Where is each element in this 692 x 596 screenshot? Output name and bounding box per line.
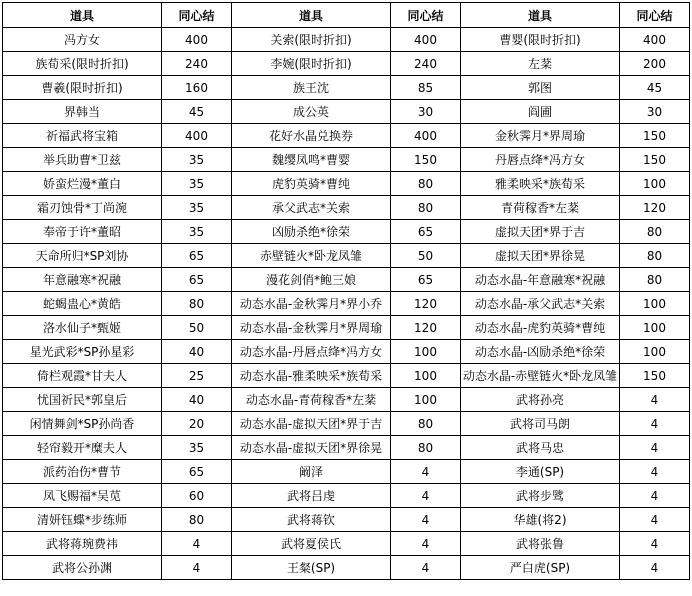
item-cell: 虎豹英骑*曹纯 bbox=[232, 172, 391, 196]
table-row bbox=[3, 532, 690, 556]
table-row bbox=[3, 508, 690, 532]
item-cell: 闲情舞剑*SP孙尚香 bbox=[3, 412, 162, 436]
table-row bbox=[3, 556, 690, 580]
value-cell: 40 bbox=[162, 388, 232, 412]
value-cell: 100 bbox=[620, 316, 690, 340]
item-cell: 动态水晶-金秋霁月*界周瑜 bbox=[232, 316, 391, 340]
value-cell: 4 bbox=[391, 556, 461, 580]
value-cell: 150 bbox=[620, 148, 690, 172]
item-cell: 动态水晶-虎豹英骑*曹纯 bbox=[461, 316, 620, 340]
item-cell: 曹婴(限时折扣) bbox=[461, 28, 620, 52]
header-value-col-1: 同心结 bbox=[162, 3, 232, 28]
item-cell: 界韩当 bbox=[3, 100, 162, 124]
table-row bbox=[3, 268, 690, 292]
value-cell: 60 bbox=[162, 484, 232, 508]
table-row bbox=[3, 196, 690, 220]
value-cell: 25 bbox=[162, 364, 232, 388]
value-cell: 4 bbox=[620, 436, 690, 460]
item-cell: 洛水仙子*甄姬 bbox=[3, 316, 162, 340]
value-cell: 30 bbox=[391, 100, 461, 124]
table-row bbox=[3, 412, 690, 436]
value-cell: 4 bbox=[162, 556, 232, 580]
value-cell: 20 bbox=[162, 412, 232, 436]
item-cell: 凤飞赐福*吴苋 bbox=[3, 484, 162, 508]
item-cell: 赤壁链火*卧龙凤雏 bbox=[232, 244, 391, 268]
item-cell: 动态水晶-虚拟天团*界于吉 bbox=[232, 412, 391, 436]
item-cell: 族荀采(限时折扣) bbox=[3, 52, 162, 76]
value-cell: 100 bbox=[391, 340, 461, 364]
table-body bbox=[3, 28, 690, 580]
value-cell: 80 bbox=[162, 292, 232, 316]
item-cell: 承父武志*关索 bbox=[232, 196, 391, 220]
value-cell: 150 bbox=[391, 148, 461, 172]
item-cell: 青荷稼香*左棻 bbox=[461, 196, 620, 220]
value-cell: 80 bbox=[620, 244, 690, 268]
value-cell: 35 bbox=[162, 196, 232, 220]
value-cell: 200 bbox=[620, 52, 690, 76]
value-cell: 85 bbox=[391, 76, 461, 100]
value-cell: 4 bbox=[391, 508, 461, 532]
table-row bbox=[3, 100, 690, 124]
item-cell: 虚拟天团*界于吉 bbox=[461, 220, 620, 244]
header-item-col-1: 道具 bbox=[3, 3, 162, 28]
header-value-col-2: 同心结 bbox=[391, 3, 461, 28]
value-cell: 400 bbox=[391, 28, 461, 52]
value-cell: 120 bbox=[391, 316, 461, 340]
value-cell: 100 bbox=[620, 340, 690, 364]
item-cell: 冯方女 bbox=[3, 28, 162, 52]
item-cell: 华雄(将2) bbox=[461, 508, 620, 532]
table-row bbox=[3, 172, 690, 196]
value-cell: 80 bbox=[391, 196, 461, 220]
value-cell: 65 bbox=[391, 220, 461, 244]
value-cell: 65 bbox=[391, 268, 461, 292]
value-cell: 100 bbox=[620, 292, 690, 316]
value-cell: 80 bbox=[391, 412, 461, 436]
item-cell: 动态水晶-雅柔映采*族荀采 bbox=[232, 364, 391, 388]
value-cell: 40 bbox=[162, 340, 232, 364]
value-cell: 50 bbox=[391, 244, 461, 268]
value-cell: 4 bbox=[620, 388, 690, 412]
table-row bbox=[3, 76, 690, 100]
item-cell: 武将司马朗 bbox=[461, 412, 620, 436]
item-cell: 武将马忠 bbox=[461, 436, 620, 460]
header-item-col-3: 道具 bbox=[461, 3, 620, 28]
item-cell: 曹羲(限时折扣) bbox=[3, 76, 162, 100]
item-cell: 动态水晶-虚拟天团*界徐晃 bbox=[232, 436, 391, 460]
value-cell: 100 bbox=[391, 364, 461, 388]
item-cell: 年意融寒*祝融 bbox=[3, 268, 162, 292]
item-cell: 派药治伤*曹节 bbox=[3, 460, 162, 484]
item-cell: 李通(SP) bbox=[461, 460, 620, 484]
item-cell: 武将步骘 bbox=[461, 484, 620, 508]
table-row bbox=[3, 484, 690, 508]
value-cell: 4 bbox=[620, 460, 690, 484]
value-cell: 400 bbox=[391, 124, 461, 148]
item-cell: 动态水晶-凶励杀绝*徐荣 bbox=[461, 340, 620, 364]
item-cell: 举兵助曹*卫兹 bbox=[3, 148, 162, 172]
value-cell: 80 bbox=[620, 268, 690, 292]
item-cell: 动态水晶-年意融寒*祝融 bbox=[461, 268, 620, 292]
item-cell: 武将蒋琬费祎 bbox=[3, 532, 162, 556]
item-cell: 动态水晶-金秋霁月*界小乔 bbox=[232, 292, 391, 316]
item-cell: 清妍钰蝶*步练师 bbox=[3, 508, 162, 532]
item-cell: 轻帘毅开*糜夫人 bbox=[3, 436, 162, 460]
header-row bbox=[3, 3, 690, 28]
value-cell: 4 bbox=[620, 484, 690, 508]
table-row bbox=[3, 364, 690, 388]
item-cell: 动态水晶-青荷稼香*左棻 bbox=[232, 388, 391, 412]
value-cell: 150 bbox=[620, 124, 690, 148]
item-cell: 武将蒋钦 bbox=[232, 508, 391, 532]
table-row bbox=[3, 436, 690, 460]
item-cell: 蛇蝎蛊心*黄皓 bbox=[3, 292, 162, 316]
item-cell: 倚栏观霞*甘夫人 bbox=[3, 364, 162, 388]
value-cell: 4 bbox=[620, 508, 690, 532]
item-cell: 魏缨凤鸣*曹婴 bbox=[232, 148, 391, 172]
table-row bbox=[3, 316, 690, 340]
item-cell: 虚拟天团*界徐晃 bbox=[461, 244, 620, 268]
table-row bbox=[3, 52, 690, 76]
table-row bbox=[3, 292, 690, 316]
value-cell: 4 bbox=[620, 412, 690, 436]
item-cell: 严白虎(SP) bbox=[461, 556, 620, 580]
item-cell: 霜刃蚀骨*丁尚涴 bbox=[3, 196, 162, 220]
value-cell: 35 bbox=[162, 220, 232, 244]
item-cell: 动态水晶-丹唇点绛*冯方女 bbox=[232, 340, 391, 364]
value-cell: 80 bbox=[620, 220, 690, 244]
table-row bbox=[3, 220, 690, 244]
item-cell: 武将张鲁 bbox=[461, 532, 620, 556]
item-cell: 动态水晶-承父武志*关索 bbox=[461, 292, 620, 316]
value-cell: 4 bbox=[620, 556, 690, 580]
item-cell: 花好水晶兑换券 bbox=[232, 124, 391, 148]
value-cell: 65 bbox=[162, 460, 232, 484]
value-cell: 65 bbox=[162, 268, 232, 292]
item-cell: 凶励杀绝*徐荣 bbox=[232, 220, 391, 244]
value-cell: 80 bbox=[391, 172, 461, 196]
value-cell: 65 bbox=[162, 244, 232, 268]
item-cell: 左棻 bbox=[461, 52, 620, 76]
value-cell: 35 bbox=[162, 172, 232, 196]
value-cell: 240 bbox=[391, 52, 461, 76]
item-cell: 奉帝于许*董昭 bbox=[3, 220, 162, 244]
value-cell: 4 bbox=[162, 532, 232, 556]
item-cell: 李婉(限时折扣) bbox=[232, 52, 391, 76]
item-cell: 动态水晶-赤壁链火*卧龙凤雏 bbox=[461, 364, 620, 388]
value-cell: 160 bbox=[162, 76, 232, 100]
value-cell: 400 bbox=[162, 28, 232, 52]
value-cell: 150 bbox=[620, 364, 690, 388]
header-value-col-3: 同心结 bbox=[620, 3, 690, 28]
value-cell: 80 bbox=[391, 436, 461, 460]
table-row bbox=[3, 124, 690, 148]
value-cell: 120 bbox=[391, 292, 461, 316]
item-cell: 阚泽 bbox=[232, 460, 391, 484]
table-row bbox=[3, 244, 690, 268]
item-cell: 郭图 bbox=[461, 76, 620, 100]
item-cell: 丹唇点绛*冯方女 bbox=[461, 148, 620, 172]
item-cell: 金秋霁月*界周瑜 bbox=[461, 124, 620, 148]
value-cell: 45 bbox=[162, 100, 232, 124]
value-cell: 4 bbox=[391, 484, 461, 508]
value-cell: 400 bbox=[162, 124, 232, 148]
value-cell: 120 bbox=[620, 196, 690, 220]
item-cell: 武将公孙渊 bbox=[3, 556, 162, 580]
item-cell: 武将孙亮 bbox=[461, 388, 620, 412]
table-row bbox=[3, 460, 690, 484]
item-cell: 阎圃 bbox=[461, 100, 620, 124]
item-cell: 武将夏侯氏 bbox=[232, 532, 391, 556]
value-cell: 30 bbox=[620, 100, 690, 124]
table-row bbox=[3, 388, 690, 412]
value-cell: 100 bbox=[391, 388, 461, 412]
value-cell: 400 bbox=[620, 28, 690, 52]
table-row bbox=[3, 340, 690, 364]
item-cell: 娇蛮烂漫*董白 bbox=[3, 172, 162, 196]
value-cell: 45 bbox=[620, 76, 690, 100]
value-cell: 4 bbox=[620, 532, 690, 556]
value-cell: 35 bbox=[162, 148, 232, 172]
item-cell: 雅柔映采*族荀采 bbox=[461, 172, 620, 196]
value-cell: 80 bbox=[162, 508, 232, 532]
value-cell: 4 bbox=[391, 460, 461, 484]
item-cell: 王粲(SP) bbox=[232, 556, 391, 580]
item-cell: 祈福武将宝箱 bbox=[3, 124, 162, 148]
item-cell: 族王沈 bbox=[232, 76, 391, 100]
item-cell: 漫花剑俏*鲍三娘 bbox=[232, 268, 391, 292]
item-cell: 忧国祈民*郭皇后 bbox=[3, 388, 162, 412]
value-cell: 50 bbox=[162, 316, 232, 340]
table-row bbox=[3, 28, 690, 52]
value-cell: 4 bbox=[391, 532, 461, 556]
item-cell: 武将吕虔 bbox=[232, 484, 391, 508]
item-cell: 星光武彩*SP孙星彩 bbox=[3, 340, 162, 364]
reward-table bbox=[2, 2, 690, 580]
header-item-col-2: 道具 bbox=[232, 3, 391, 28]
value-cell: 35 bbox=[162, 436, 232, 460]
item-cell: 天命所归*SP刘协 bbox=[3, 244, 162, 268]
item-cell: 关索(限时折扣) bbox=[232, 28, 391, 52]
table-row bbox=[3, 148, 690, 172]
value-cell: 240 bbox=[162, 52, 232, 76]
value-cell: 100 bbox=[620, 172, 690, 196]
item-cell: 成公英 bbox=[232, 100, 391, 124]
